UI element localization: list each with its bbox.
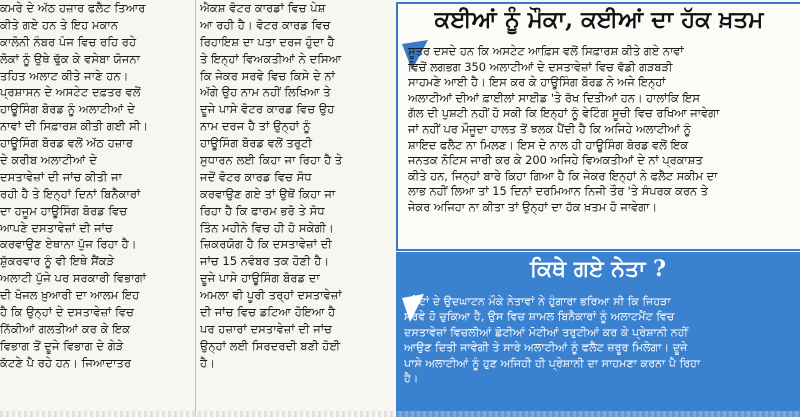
text-line: ਦੇ ਕਰੀਬ ਅਲਾਟੀਆਂ ਦੇ <box>0 153 97 168</box>
text-line: ਅੱਗੇ ਉਹ ਨਾਮ ਨਹੀਂ ਲਿਖਿਆ ਤੇ <box>200 85 331 100</box>
text-line: ਦੀ ਖੋਜਲ ਖ਼ੁਆਰੀ ਦਾ ਆਲਮ ਇਹ <box>0 288 140 303</box>
text-line: ਹਾਊਸਿੰਗ ਬੋਰਡ ਵਲੋਂ ਤਰੁਟੀ <box>200 136 312 151</box>
text-line: ਤੇ ਇਨ੍ਹਾਂ ਵਿਅਕਤੀਆਂ ਨੇ ਦਸਿਆ <box>200 51 342 66</box>
text-line: ਆਉਣ ਦਿਤੀ ਜਾਵੇਗੀ ਤੇ ਸਾਰੇ ਅਲਾਟੀਆਂ ਨੂੰ ਫਲੈਟ ਜ਼ਰੂਰ ਮਿਲੇਗਾ। ਦੂਜੇ <box>404 341 688 355</box>
text-line: ਰਿਹਾ ਹੈ ਕਿ ਫਾਰਮ ਭਰੋ ਤੇ ਸੋਧ <box>200 203 325 218</box>
text-line: ਐਕਸ਼ ਵੋਟਰ ਕਾਰਡਾਂ ਵਿਚ ਪੇਸ਼ <box>200 1 326 15</box>
text-line: ਅਲਾਟੀ ਪੁੱਜੇ ਪਰ ਸਰਕਾਰੀ ਵਿਭਾਗਾਂ <box>0 271 147 286</box>
text-line: ਜਨਤਕ ਨੋਟਿਸ ਜਾਰੀ ਕਰ ਕੇ 200 ਅਜਿਹੇ ਵਿਅਕਤੀਆਂ ਦੇ ਨਾਂ ਪ੍ਰਕਾਸ਼ਤ <box>408 153 703 168</box>
text-line: ਦਸਤਾਵੇਜ਼ਾਂ ਦੀ ਜਾਂਚ ਕੀਤੀ ਜਾ <box>0 169 122 184</box>
text-line: ਸੁਧਾਰਨ ਲਈ ਕਿਹਾ ਜਾ ਰਿਹਾ ਹੈ ਤੇ <box>200 153 343 168</box>
text-line: ਜਦੋਂ ਵੋਟਰ ਕਾਰਡ ਵਿਚ ਸੋਧ <box>200 169 312 184</box>
text-line: ਹੈ। <box>200 355 215 370</box>
text-line: ਤਿੰਨ ਮਹੀਨੇ ਵਿਚ ਹੀ ਹੋ ਸਕੇਗੀ। <box>200 220 334 235</box>
text-line: ਕਾਲੋਨੀ ਨੰਬਰ ਪੰਜ ਵਿਚ ਰਹਿ ਰਹੇ <box>0 34 137 49</box>
text-line: ਨਿੱਕੀਆਂ ਗਲਤੀਆਂ ਕਰ ਕੇ ਇਕ <box>0 321 131 336</box>
text-line: ਰਹੀ ਹੈ ਤੇ ਇਨ੍ਹਾਂ ਦਿਨਾਂ ਬਿਨੈਕਾਰਾਂ <box>0 186 141 201</box>
text-line: ਨਾਵਾਂ ਦੀ ਸਿਫ਼ਾਰਸ਼ ਕੀਤੀ ਗਈ ਸੀ। <box>0 119 149 134</box>
text-line: ਅਲਾਟੀਆਂ ਦੀਆਂ ਫ਼ਾਈਲਾਂ ਸਾਈਡ 'ਤੇ ਰੱਖ ਦਿਤੀਆਂ ਹਨ। ਹਾਲਾਂਕਿ ਇਸ <box>408 90 700 105</box>
text-line: ਲੋਕਾਂ ਨੂੰ ਉਥੇ ਢੁੱਕ ਕੇ ਵਸੇਬਾ ਯੋਜਨਾ <box>0 51 140 66</box>
text-line: ਦੂਜੇ ਪਾਸੇ ਵੋਟਰ ਕਾਰਡ ਵਿਚ ਉਹ <box>200 102 335 117</box>
text-line: ਹੈ। <box>404 371 419 385</box>
text-line: ਕੀਤੇ ਗਏ ਹਨ ਤੇ ਇਹ ਮਕਾਨ <box>0 17 119 32</box>
text-line: ਵਿਚੋਂ ਲਗਭਗ 350 ਅਲਾਟੀਆਂ ਦੇ ਦਸਤਾਵੇਜ਼ਾਂ ਵਿਚ ਵੱਡੀ ਗੜਬੜੀ <box>408 59 673 74</box>
box-title: ਕਈਆਂ ਨੂੰ ਮੌਕਾ, ਕਈਆਂ ਦਾ ਹੱਕ ਖ਼ਤਮ <box>434 6 764 33</box>
text-line: ਲਾਭ ਨਹੀਂ ਲਿਆ ਤਾਂ 15 ਦਿਨਾਂ ਦਰਮਿਆਨ ਨਿਜੀ ਤੌਰ 'ਤੇ ਸੰਪਰਕ ਕਰਨ ਤੇ <box>408 184 708 199</box>
text-line: ਜੇਕਰ ਅਜਿਹਾ ਨਾ ਕੀਤਾ ਤਾਂ ਉਨ੍ਹਾਂ ਦਾ ਹੱਕ ਖ਼ਤਮ ਹੋ ਜਾਵੇਗਾ। <box>408 199 658 214</box>
text-line: ਕਰਵਾਉਣ ਏਥਾਨਾ ਪੁੱਜ ਰਿਹਾ ਹੈ। <box>0 237 137 252</box>
text-line: ਹਾਊਸਿੰਗ ਬੋਰਡ ਵਲੋਂ ਅੱਠ ਹਜ਼ਾਰ <box>0 136 133 151</box>
text-line: ਪਾਸੇ ਅਲਾਟੀਆਂ ਨੂੰ ਹੁਣ ਅਜਿਹੀ ਹੀ ਪ੍ਰੇਸ਼ਾਨੀ ਦਾ ਸਾਹਮਣਾ ਕਰਨਾ ਪੈ ਰਿਹਾ <box>404 356 701 370</box>
text-line: ਵਿਭਾਗ ਤੋਂ ਦੂਜੇ ਵਿਭਾਗ ਦੇ ਗੇੜੇ <box>0 338 124 353</box>
text-line: ਸਰਵੇ ਹੋ ਚੁਕਿਆ ਹੈ, ਉਸ ਵਿਚ ਸ਼ਾਮਲ ਬਿਨੈਕਾਰਾਂ ਨੂੰ ਅਲਾਟਮੈਂਟ ਵਿਚ <box>404 310 675 324</box>
text-line: ਸ਼ਾਇਦ ਫਲੈਟ ਨਾ ਮਿਲਣ। ਇਸ ਦੇ ਨਾਲ ਹੀ ਹਾਊਸਿੰਗ ਬੋਰਡ ਵਲੋਂ ਇਕ <box>408 137 689 152</box>
box-paragraph <box>404 294 790 386</box>
text-line: ਜਾਂ ਨਹੀਂ ਪਰ ਮੌਜੂਦਾ ਹਾਲਤ ਤੋਂ ਝਲਕ ਪੈਂਦੀ ਹੈ ਕਿ ਅਜਿਹੇ ਅਲਾਟੀਆਂ ਨੂੰ <box>408 121 691 136</box>
page-edge-divider <box>0 411 800 417</box>
article-column-2 <box>200 0 392 372</box>
sidebar-box-opportunity <box>396 2 800 251</box>
text-line: ਕੱਟਣੇ ਪੈ ਰਹੇ ਹਨ। ਜਿਆਦਾਤਰ <box>0 355 132 370</box>
text-line: ਜਾਂਚ 15 ਨਵੰਬਰ ਤਕ ਹੋਣੀ ਹੈ। <box>200 254 330 269</box>
article-column-1 <box>0 0 190 372</box>
text-line: ਕਰਵਾਉਣ ਗਏ ਤਾਂ ਉਥੋਂ ਕਿਹਾ ਜਾ <box>200 186 336 201</box>
text-line: ਦਾ ਹਜੂਮ ਹਾਊਸਿੰਗ ਬੋਰਡ ਵਿਚ <box>0 203 128 218</box>
text-line: ਤਹਿਤ ਅਲਾਟ ਕੀਤੇ ਜਾਣੇ ਹਨ। <box>0 68 129 83</box>
sidebar-box-leaders <box>396 252 800 417</box>
text-line: ਹੈ ਕਿ ਉਨ੍ਹਾਂ ਦੇ ਦਸਤਾਵੇਜ਼ਾਂ ਵਿਚ <box>0 305 134 320</box>
text-line: ਦੀ ਜਾਂਚ ਵਿਚ ਡਟਿਆ ਹੋਇਆ ਹੈ <box>200 305 336 320</box>
text-line: ਪਰ ਹਜ਼ਾਰਾਂ ਦਸਤਾਵੇਜ਼ਾਂ ਦੀ ਜਾਂਚ <box>200 321 332 336</box>
text-line: ਆਪਣੇ ਦਸਤਾਵੇਜ਼ਾਂ ਦੀ ਜਾਂਚ <box>0 220 113 235</box>
box-title: ਕਿਥੇ ਗਏ ਨੇਤਾ ? <box>530 256 666 282</box>
text-line: ਪ੍ਰਸ਼ਾਸਨ ਦੇ ਅਸਟੇਟ ਦਫ਼ਤਰ ਵਲੋਂ <box>0 85 141 100</box>
text-line: ਦੂਜੇ ਪਾਸੇ ਹਾਊਸਿੰਗ ਬੋਰਡ ਦਾ <box>200 271 320 286</box>
text-line: ਗੱਲ ਦੀ ਪੁਸ਼ਟੀ ਨਹੀਂ ਹੋ ਸਕੀ ਕਿ ਇਨ੍ਹਾਂ ਨੂੰ ਵੇਟਿੰਗ ਸੂਚੀ ਵਿਚ ਰਖਿਆ ਜਾਵੇਗਾ <box>408 106 720 121</box>
text-line: ਨਾਮ ਦਰਜ ਹੈ ਤਾਂ ਉਨ੍ਹਾਂ ਨੂੰ <box>200 119 311 134</box>
text-line: ਹਾਊਸਿੰਗ ਬੋਰਡ ਨੂੰ ਅਲਾਟੀਆਂ ਦੇ <box>0 102 135 117</box>
text-line: ਜ਼ਿਕਰਯੋਗ ਹੈ ਕਿ ਦਸਤਾਵੇਜ਼ਾਂ ਦੀ <box>200 237 332 252</box>
text-line: ਸੂਤਰ ਦਸਦੇ ਹਨ ਕਿ ਅਸਟੇਟ ਆਫ਼ਿਸ ਵਲੋਂ ਸਿਫ਼ਾਰਸ਼ ਕੀਤੇ ਗਏ ਨਾਵਾਂ <box>408 44 684 58</box>
text-line: ਕਿ ਜੇਕਰ ਸਰਵੇ ਵਿਚ ਕਿਸੇ ਦੇ ਨਾਂ <box>200 68 335 83</box>
box-paragraph <box>408 44 792 216</box>
text-line: ਉਨ੍ਹਾਂ ਲਈ ਸਿਰਦਰਦੀ ਬਣੀ ਹੋਈ <box>200 338 341 353</box>
column-divider <box>195 0 196 417</box>
text-line: ਆ ਰਹੀ ਹੈ। ਵੋਟਰ ਕਾਰਡ ਵਿਚ <box>200 17 331 32</box>
text-line: ਅਮਲਾ ਵੀ ਪੂਰੀ ਤਰ੍ਹਾਂ ਦਸਤਾਵੇਜ਼ਾਂ <box>200 288 342 303</box>
text-line: ਸ਼ੁੱਕਰਵਾਰ ਨੂੰ ਵੀ ਇਥੇ ਸੈਂਕੜੇ <box>0 254 115 269</box>
text-line: ਦਸਤਾਵੇਜ਼ਾਂ ਵਿਚਲੀਆਂ ਛੋਟੀਆਂ ਮੋਟੀਆਂ ਤਰੁਟੀਆਂ ਕਰ ਕੇ ਪ੍ਰੇਸ਼ਾਨੀ ਨਹੀਂ <box>404 325 689 339</box>
text-line: ਕੀਤੇ ਹਨ, ਜਿਨ੍ਹਾਂ ਬਾਰੇ ਕਿਹਾ ਗਿਆ ਹੈ ਕਿ ਜੇਕਰ ਇਨ੍ਹਾਂ ਨੇ ਫਲੈਟ ਸਕੀਮ ਦਾ <box>408 168 718 183</box>
text-line: ਕਮਰੇ ਦੇ ਅੱਠ ਹਜ਼ਾਰ ਫਲੈਟ ਤਿਆਰ <box>0 1 146 15</box>
text-line: ਰਿਹਾਇਸ਼ ਦਾ ਪਤਾ ਦਰਜ ਹੁੰਦਾ ਹੈ <box>200 34 335 49</box>
text-line: ਸਾਹਮਣੇ ਆਈ ਹੈ। ਇਸ ਕਰ ਕੇ ਹਾਊਸਿੰਗ ਬੋਰਡ ਨੇ ਅਜੇ ਇਨ੍ਹਾਂ <box>408 75 666 90</box>
text-line: ਫਲੈਟਾਂ ਦੇ ਉਦਘਾਟਨ ਮੌਕੇ ਨੇਤਾਵਾਂ ਨੇ ਹੁੰਗਾਰਾ ਭਰਿਆ ਸੀ ਕਿ ਜਿਹੜਾ <box>404 295 671 308</box>
